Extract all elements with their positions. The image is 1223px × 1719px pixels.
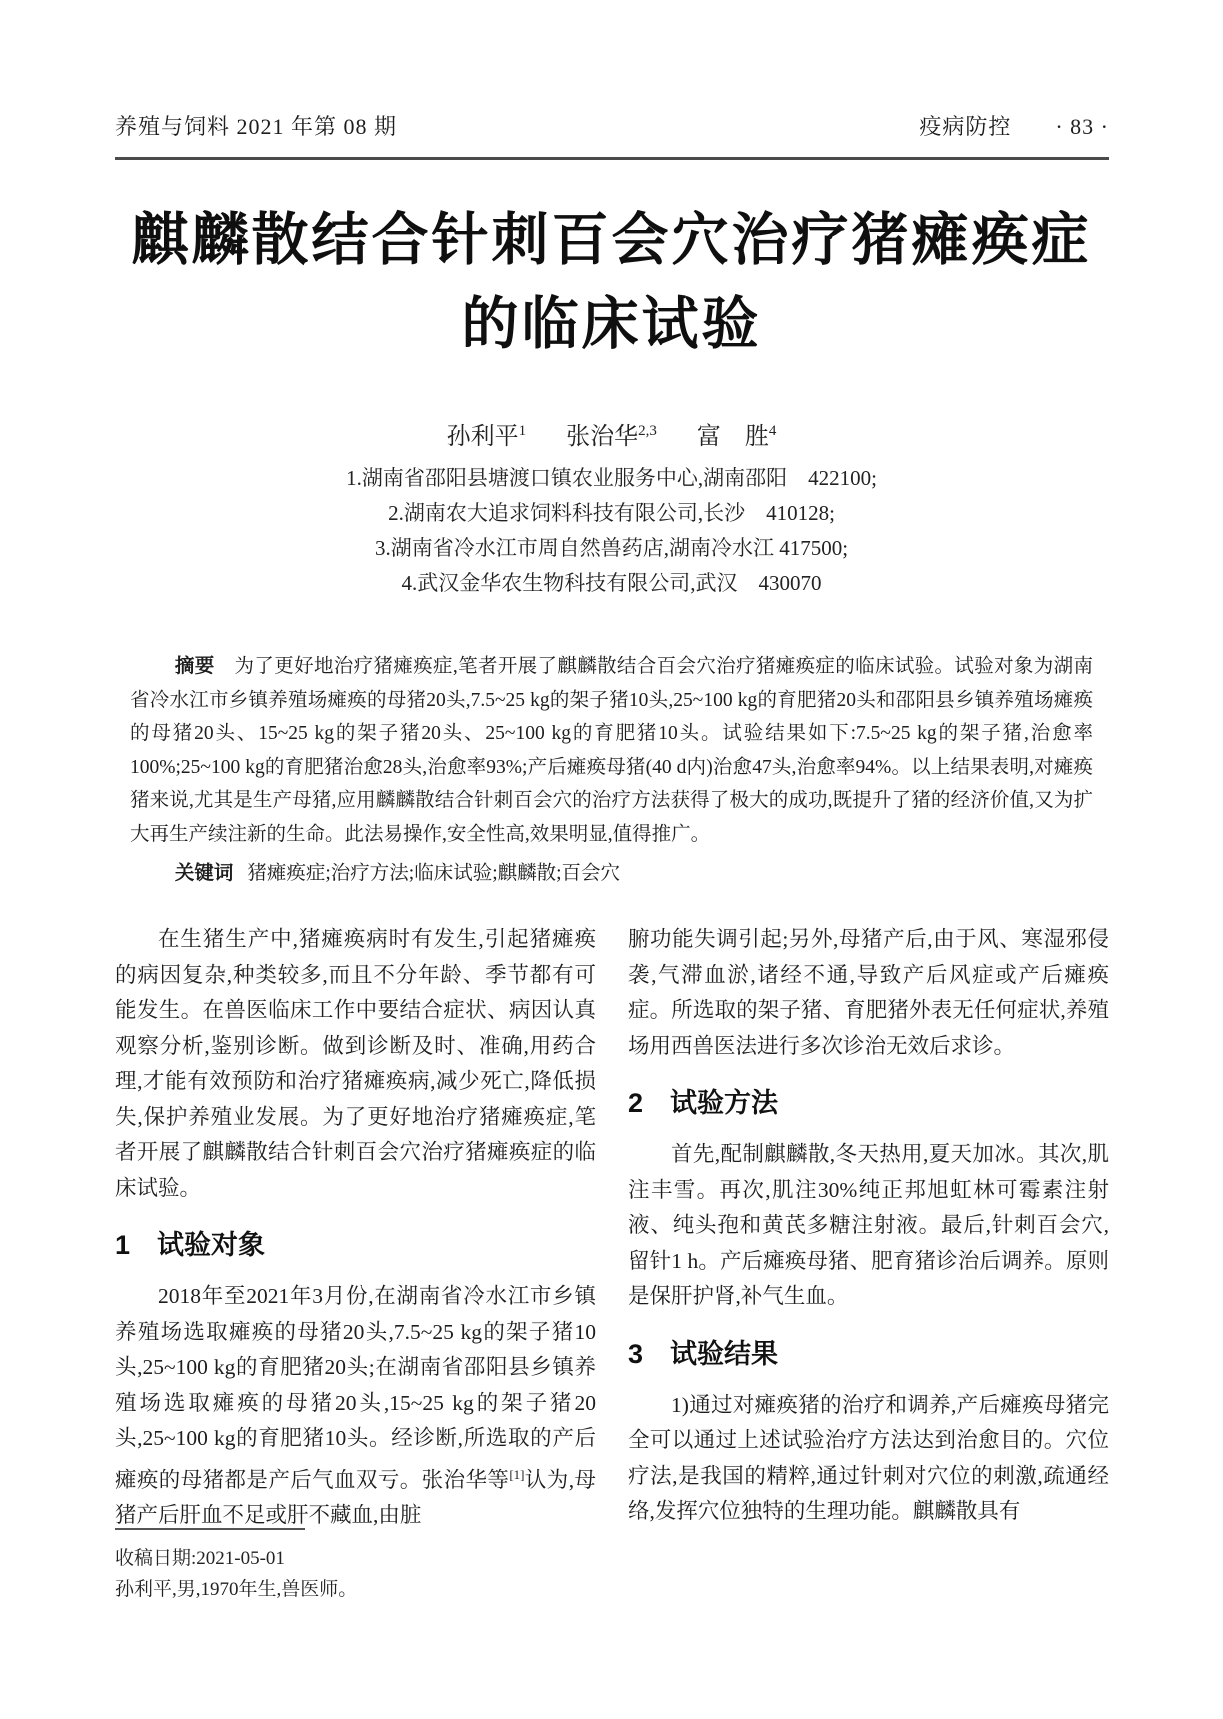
paragraph: 2018年至2021年3月份,在湖南省冷水江市乡镇养殖场选取瘫痪的母猪20头,7.5~25 kg的架子猪10头,25~100 kg的育肥猪20头;在湖南省邵阳县乡镇养殖场选取瘫痪的母猪20头,15~25 kg的架子猪20头,25~100 kg的育肥猪10头。经诊断,所选取的产后瘫痪的母猪都是产后气血双亏。张治华等[1]认为,母猪产后肝血不足或肝不藏血,由脏 <box>115 1284 596 1528</box>
right-column <box>628 922 1109 1534</box>
header-right <box>919 110 1109 141</box>
section-heading: 1 试验对象 <box>115 1230 266 1260</box>
footnote-bio: 孙利平,男,1970年生,兽医师。 <box>115 1579 358 1600</box>
keywords-label: 关键词 <box>174 862 234 884</box>
affiliation-line: 4.武汉金华农生物科技有限公司,武汉 430070 <box>401 571 822 595</box>
affiliation-line: 3.湖南省冷水江市周自然兽药店,湖南冷水江 417500; <box>374 536 849 560</box>
header-rule <box>115 157 1109 160</box>
article-title <box>0 198 1223 366</box>
body-columns <box>115 922 1109 1534</box>
left-column <box>115 922 596 1534</box>
author: 孙利平$^1$ <box>446 423 527 450</box>
footnote-block <box>115 1528 596 1605</box>
author: 富 胜$^4$ <box>696 423 777 450</box>
article-title-line1: 麒麟散结合针刺百会穴治疗猪瘫痪症 <box>131 208 1092 272</box>
keywords-line <box>130 857 1093 891</box>
abstract-label: 摘要 <box>174 655 215 677</box>
reference-marker: [1] <box>509 1466 525 1482</box>
section-heading: 2 试验方法 <box>628 1088 779 1118</box>
abstract-text: 为了更好地治疗猪瘫痪症,笔者开展了麒麟散结合百会穴治疗猪瘫痪症的临床试验。试验对象为湖南省冷水江市乡镇养殖场瘫痪的母猪20头,7.5~25 kg的架子猪10头,25~100 kg的育肥猪20头和邵阳县乡镇养殖场瘫痪的母猪20头、15~25 kg的架子猪20头、25~100 kg的育肥猪10头。试验结果如下:7.5~25 kg的架子猪,治愈率100%;25~100 kg的育肥猪治愈28头,治愈率93%;产后瘫痪母猪(40 d内)治愈47头,治愈率94%。以上结果表明,对瘫痪猪来说,尤其是生产母猪,应用麟麟散结合针刺百会穴的治疗方法获得了极大的成功,既提升了猪的经济价值,又为扩大再生产续注新的生命。此法易操作,安全性高,效果明显,值得推广。 <box>130 656 1093 845</box>
keywords-text: 猪瘫痪症;治疗方法;临床试验;麒麟散;百会穴 <box>247 863 621 884</box>
paragraph: 1)通过对瘫痪猪的治疗和调养,产后瘫痪母猪完全可以通过上述试验治疗方法达到治愈目的。穴位疗法,是我国的精粹,通过针刺对穴位的刺激,疏通经络,发挥穴位独特的生理功能。麒麟散具有 <box>628 1392 1109 1523</box>
page-number: · 83 · <box>1055 114 1109 139</box>
footnote-received: 收稿日期:2021-05-01 <box>115 1548 285 1569</box>
abstract-paragraph <box>130 650 1093 851</box>
footnote-rule <box>115 1528 305 1530</box>
author-list <box>0 416 1223 451</box>
author: 张治华$^{2,3}$ <box>566 423 657 450</box>
paragraph: 在生猪生产中,猪瘫痪病时有发生,引起猪瘫痪的病因复杂,种类较多,而且不分年龄、季节都有可能发生。在兽医临床工作中要结合症状、病因认真观察分析,鉴别诊断。做到诊断及时、准确,用药合理,才能有效预防和治疗猪瘫痪病,减少死亡,降低损失,保护养殖业发展。为了更好地治疗猪瘫痪症,笔者开展了麒麟散结合针刺百会穴治疗猪瘫痪症的临床试验。 <box>115 927 596 1200</box>
abstract-block <box>130 650 1093 891</box>
section-heading: 3 试验结果 <box>628 1338 779 1369</box>
affiliation-line: 1.湖南省邵阳县塘渡口镇农业服务中心,湖南邵阳 422100; <box>346 466 877 490</box>
affiliation-list <box>0 461 1223 601</box>
article-title-line2: 的临床试验 <box>461 292 762 356</box>
journal-name: 养殖与饲料 2021 年第 08 期 <box>115 114 398 139</box>
paragraph: 首先,配制麒麟散,冬天热用,夏天加冰。其次,肌注丰雪。再次,肌注30%纯正邦旭虹林可霉素注射液、纯头孢和黄芪多糖注射液。最后,针刺百会穴,留针1 h。产后瘫痪母猪、肥育猪诊治后调养。原则是保肝护肾,补气生血。 <box>628 1142 1109 1308</box>
affiliation-line: 2.湖南农大追求饲料科技有限公司,长沙 410128; <box>388 501 835 525</box>
page-header <box>115 110 1109 141</box>
column-name: 疫病防控 <box>919 114 1012 139</box>
paragraph: 腑功能失调引起;另外,母猪产后,由于风、寒湿邪侵袭,气滞血淤,诸经不通,导致产后风症或产后瘫痪症。所选取的架子猪、育肥猪外表无任何症状,养殖场用西兽医法进行多次诊治无效后求诊。 <box>628 927 1109 1058</box>
